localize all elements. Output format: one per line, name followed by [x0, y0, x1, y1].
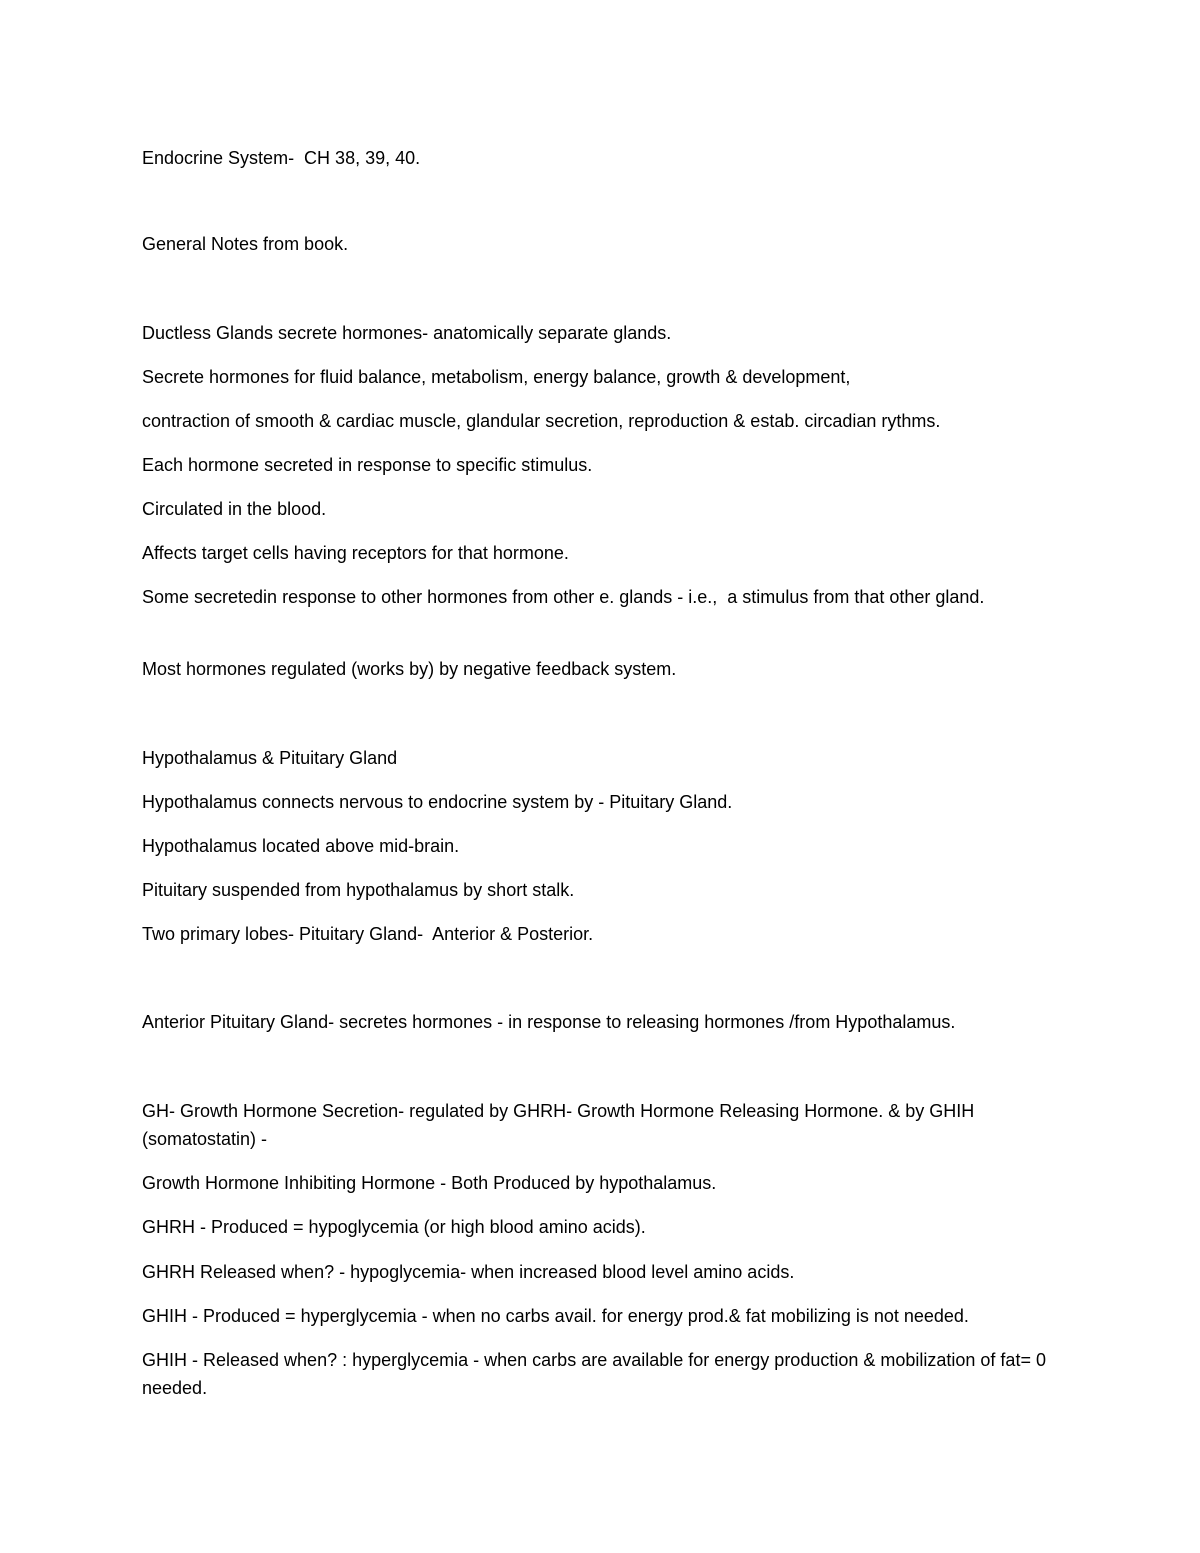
note-line: Secrete hormones for fluid balance, metabolism, energy balance, growth & development, [142, 367, 851, 387]
document-title: Endocrine System- CH 38, 39, 40. [142, 148, 421, 168]
note-line: GHIH - Produced = hyperglycemia - when no carbs avail. for energy prod.& fat mobilizing is not needed. [142, 1306, 969, 1326]
section-heading: Hypothalamus & Pituitary Gland [142, 748, 398, 768]
note-line: GH- Growth Hormone Secretion- regulated by GHRH- Growth Hormone Releasing Hormone. & by GHIH (somatostatin) - [142, 1101, 980, 1149]
note-line: Affects target cells having receptors for that hormone. [142, 543, 569, 563]
note-line: Hypothalamus located above mid-brain. [142, 836, 460, 856]
note-line: Ductless Glands secrete hormones- anatomically separate glands. [142, 323, 672, 343]
note-line: Circulated in the blood. [142, 499, 327, 519]
note-line: Two primary lobes- Pituitary Gland- Anterior & Posterior. [142, 924, 594, 944]
document-subtitle: General Notes from book. [142, 234, 349, 254]
note-line: Each hormone secreted in response to specific stimulus. [142, 455, 593, 475]
note-line: Growth Hormone Inhibiting Hormone - Both Produced by hypothalamus. [142, 1173, 717, 1193]
note-line: Some secretedin response to other hormones from other e. glands - i.e., a stimulus from that other gland. [142, 587, 985, 607]
note-line: Pituitary suspended from hypothalamus by short stalk. [142, 880, 575, 900]
note-line: Most hormones regulated (works by) by negative feedback system. [142, 659, 677, 679]
note-line: Anterior Pituitary Gland- secretes hormones - in response to releasing hormones /from Hypothalamus. [142, 1012, 956, 1032]
note-line: GHRH - Produced = hypoglycemia (or high blood amino acids). [142, 1217, 646, 1237]
note-line: GHIH - Released when? : hyperglycemia - when carbs are available for energy production & mobilization of fat= 0 needed. [142, 1350, 1051, 1398]
note-line: contraction of smooth & cardiac muscle, glandular secretion, reproduction & estab. circadian rythms. [142, 411, 941, 431]
note-line: Hypothalamus connects nervous to endocrine system by - Pituitary Gland. [142, 792, 733, 812]
note-line: GHRH Released when? - hypoglycemia- when increased blood level amino acids. [142, 1262, 795, 1282]
